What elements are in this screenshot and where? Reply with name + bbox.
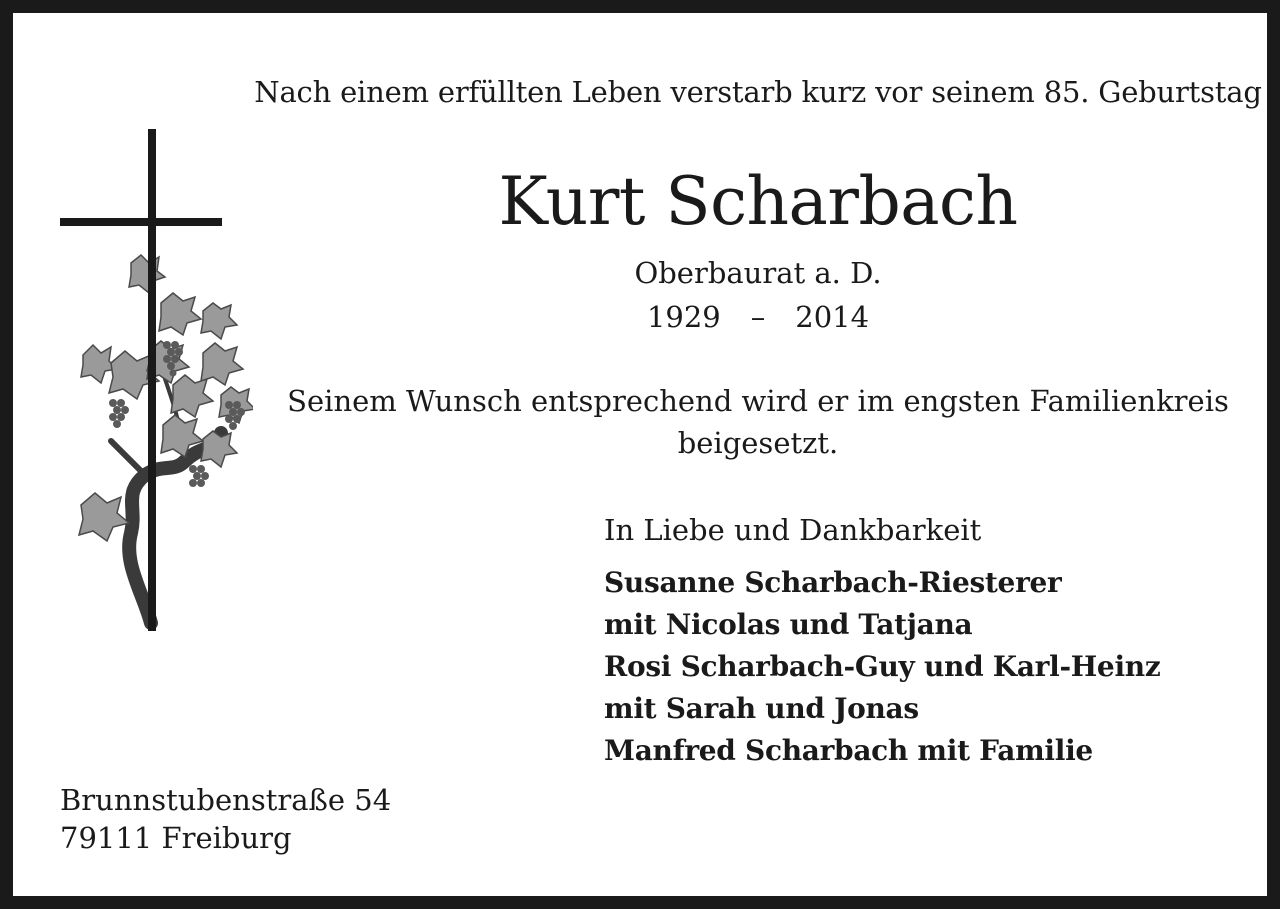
- death-year: 2014: [795, 300, 870, 334]
- mourner-line: mit Nicolas und Tatjana: [604, 608, 973, 641]
- deceased-name: Kurt Scharbach: [498, 163, 1018, 240]
- cross-with-grapevine-icon: [53, 123, 253, 633]
- mourning-address: [60, 781, 391, 857]
- mourner-line: Rosi Scharbach-Guy und Karl-Heinz: [604, 650, 1161, 683]
- mourners-list: [604, 562, 1160, 772]
- burial-wish: [253, 380, 1263, 464]
- address-street: Brunnstubenstraße 54: [60, 783, 392, 817]
- year-separator: –: [750, 300, 766, 334]
- birth-year: 1929: [646, 300, 721, 334]
- closing-phrase: In Liebe und Dankbarkeit: [604, 513, 982, 547]
- mourner-line: Susanne Scharbach-Riesterer: [604, 566, 1062, 599]
- address-city: 79111 Freiburg: [60, 821, 292, 855]
- life-dates: [253, 300, 1263, 334]
- deceased-title: Oberbaurat a. D.: [634, 256, 882, 290]
- obituary-notice: [13, 13, 1267, 896]
- intro-text: Nach einem erfüllten Leben verstarb kurz vor seinem 85. Geburtstag: [254, 75, 1262, 109]
- mourner-line: mit Sarah und Jonas: [604, 692, 919, 725]
- mourner-line: Manfred Scharbach mit Familie: [604, 734, 1093, 767]
- burial-wish-line: Seinem Wunsch entsprechend wird er im engsten Familienkreis: [287, 384, 1229, 418]
- burial-wish-line: beigesetzt.: [677, 426, 839, 460]
